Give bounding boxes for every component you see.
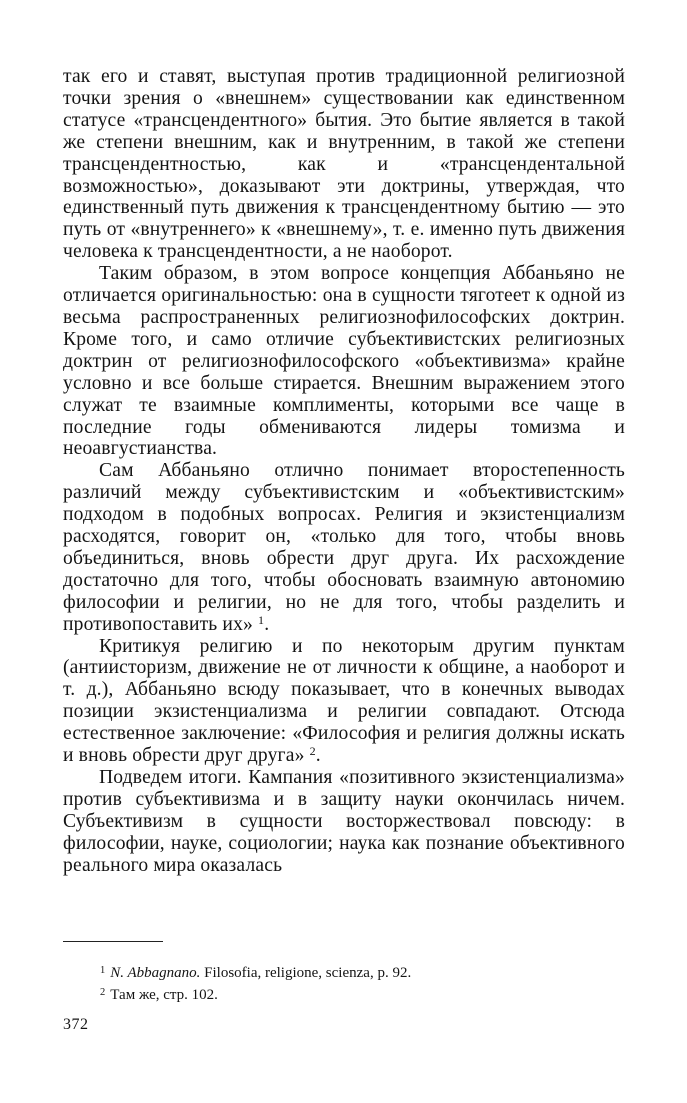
footnote-ref-2[interactable]: 2 (309, 744, 316, 759)
footnote-2 (100, 983, 620, 1005)
footnote-mark: 1 (100, 965, 106, 976)
footnote-ref-1[interactable]: 1 (258, 612, 265, 627)
footnotes (100, 961, 620, 1005)
page-body (63, 66, 625, 877)
paragraph-5: Подведем итоги. Кампания «позитивного экзистенциализма» против субъективизма и в защиту науки окончилась ничем. Субъективизм в сущности восторжествовал повсюду: в философии, науке, социологии; наука как познание объективного реального мира оказалась (63, 767, 625, 876)
page-number: 372 (63, 1016, 89, 1033)
paragraph-3: Сам Аббаньяно отлично понимает второстепенность различий между субъективистским и «объективистским» подходом в подобных вопросах. Религия и экзистенциализм расходятся, говорит он, «только для того, чтобы вновь объединиться, вновь обрести друг друга. Их расхождение достаточно для того, чтобы обосновать взаимную автономию философии и религии, но не для того, чтобы разделить и противопоставить их» $^1$. (63, 460, 625, 635)
footnote-1 (100, 961, 620, 983)
footnote-text: Там же, стр. 102. (110, 987, 218, 1003)
footnote-divider (63, 941, 163, 942)
paragraph-2: Таким образом, в этом вопросе концепция Аббаньяно не отличается оригинальностью: она в сущности тяготеет к одной из весьма распространенных религиознофилософских доктрин. Кроме того, и само отличие субъективистских религиозных доктрин от религиознофилософского «объективизма» крайне условно и все больше стирается. Внешним выражением этого служат те взаимные комплименты, которыми все чаще в последние годы обмениваются лидеры томизма и неоавгустианства. (63, 263, 625, 460)
paragraph-1: так его и ставят, выступая против традиционной религиозной точки зрения о «внешнем» существовании как единственном статусе «трансцендентного» бытия. Это бытие является в такой же степени внешним, как и внутренним, в такой же степени трансцендентностью, как и «трансцендентальной возможностью», доказывают эти доктрины, утверждая, что единственный путь движения к трансцендентному бытию — это путь от «внутреннего» к «внешнему», т. е. именно путь движения человека к трансцендентности, а не наоборот. (63, 66, 625, 263)
footnote-mark: 2 (100, 987, 106, 998)
footnote-text: Filosofia, religione, scienza, p. 92. (200, 965, 412, 981)
paragraph-4: Критикуя религию и по некоторым другим пунктам (антиисторизм, движение не от личности к общине, а наоборот и т. д.), Аббаньяно всюду показывает, что в конечных выводах позиции экзистенциализма и религии совпадают. Отсюда естественное заключение: «Философия и религия должны искать и вновь обрести друг друга» $^2$. (63, 635, 625, 767)
footnote-author: N. Abbagnano. (110, 965, 201, 981)
